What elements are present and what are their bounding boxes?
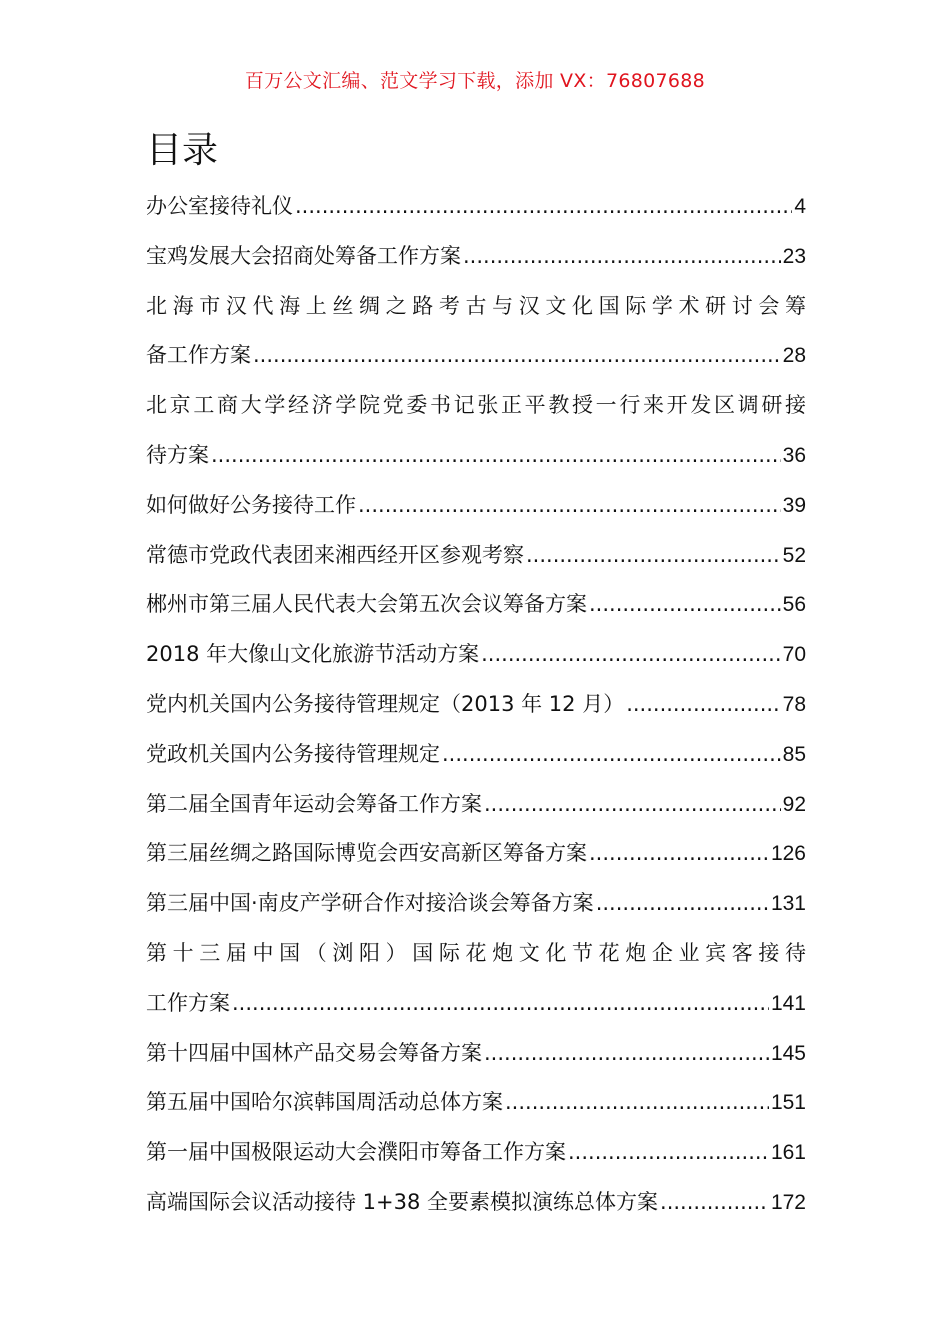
dot-leader bbox=[505, 1078, 769, 1128]
dot-leader bbox=[463, 232, 781, 282]
toc-entry-title: 待方案 bbox=[146, 442, 209, 467]
toc-entry[interactable] bbox=[146, 829, 806, 879]
dot-leader bbox=[626, 680, 780, 730]
toc-entry-title: 常德市党政代表团来湘西经开区参观考察 bbox=[146, 542, 524, 567]
toc-entry-line bbox=[146, 829, 806, 879]
toc-entry-title-first-line: 北京工商大学经济学院党委书记张正平教授一行来开发区调研接 bbox=[146, 393, 806, 418]
toc-entry-title: 办公室接待礼仪 bbox=[146, 194, 293, 218]
toc-entry-title: 高端国际会议活动接待 1+38 全要素模拟演练总体方案 bbox=[146, 1189, 659, 1214]
toc-entry-line bbox=[146, 1029, 806, 1079]
toc-entry[interactable] bbox=[146, 879, 806, 929]
toc-entry[interactable] bbox=[146, 630, 806, 680]
toc-entry-line bbox=[146, 630, 806, 680]
dot-leader bbox=[232, 979, 769, 1029]
toc-entry-page-number: 161 bbox=[770, 1141, 806, 1165]
toc-entry-line bbox=[146, 979, 806, 1029]
toc-entry[interactable] bbox=[146, 182, 806, 232]
toc-entry-page-number: 151 bbox=[770, 1091, 806, 1115]
toc-entry-page-number: 23 bbox=[782, 244, 806, 268]
toc-entry-page-number: 131 bbox=[770, 892, 806, 916]
toc-entry-title: 第一届中国极限运动大会濮阳市筹备工作方案 bbox=[146, 1140, 566, 1165]
toc-entry-page-number: 36 bbox=[782, 443, 806, 467]
dot-leader bbox=[358, 481, 781, 531]
toc-entry-page-number: 39 bbox=[782, 493, 806, 517]
dot-leader bbox=[484, 780, 781, 830]
toc-entry[interactable] bbox=[146, 481, 806, 531]
dot-leader bbox=[253, 331, 781, 381]
dot-leader bbox=[589, 829, 769, 879]
toc-entry-title: 2018 年大像山文化旅游节活动方案 bbox=[146, 642, 480, 667]
toc-entry-title: 党政机关国内公务接待管理规定 bbox=[146, 741, 440, 766]
toc-entry-title: 第二届全国青年运动会筹备工作方案 bbox=[146, 791, 482, 816]
toc-entry-line bbox=[146, 680, 806, 730]
toc-entry-page-number: 126 bbox=[770, 842, 806, 866]
toc-entry-page-number: 85 bbox=[782, 742, 806, 766]
toc-entry-title: 党内机关国内公务接待管理规定（2013 年 12 月） bbox=[146, 691, 625, 716]
toc-entry-title: 郴州市第三届人民代表大会第五次会议筹备方案 bbox=[146, 592, 587, 617]
toc-entry-title: 第十四届中国林产品交易会筹备方案 bbox=[146, 1040, 482, 1065]
toc-entry-line bbox=[146, 232, 806, 282]
dot-leader bbox=[211, 431, 781, 481]
toc-entry-page-number: 52 bbox=[782, 543, 806, 567]
toc-entry-title: 工作方案 bbox=[146, 990, 230, 1015]
toc-entry-line bbox=[146, 431, 806, 481]
toc-entry-page-number: 28 bbox=[782, 344, 806, 368]
dot-leader bbox=[442, 730, 781, 780]
dot-leader bbox=[596, 879, 769, 929]
toc-entry-title-first-line: 第十三届中国（浏阳）国际花炮文化节花炮企业宾客接待 bbox=[146, 940, 806, 965]
toc-entry[interactable] bbox=[146, 1178, 806, 1228]
toc-entry-line bbox=[146, 331, 806, 381]
toc-entry-line bbox=[146, 1128, 806, 1178]
toc-entry-title: 第三届丝绸之路国际博览会西安高新区筹备方案 bbox=[146, 841, 587, 866]
toc-entry-line bbox=[146, 1078, 806, 1128]
toc-entry[interactable] bbox=[146, 780, 806, 830]
toc-entry-page-number: 145 bbox=[770, 1041, 806, 1065]
toc-entry[interactable] bbox=[146, 1128, 806, 1178]
toc-entry-title: 宝鸡发展大会招商处筹备工作方案 bbox=[146, 243, 461, 268]
dot-leader bbox=[589, 580, 781, 630]
toc-entry-page-number: 172 bbox=[770, 1190, 806, 1214]
toc-entry[interactable] bbox=[146, 1029, 806, 1079]
toc-entry[interactable] bbox=[146, 1078, 806, 1128]
toc-entry-line bbox=[146, 182, 806, 232]
toc-title: 目录 bbox=[146, 130, 219, 171]
dot-leader bbox=[484, 1029, 769, 1079]
table-of-contents bbox=[146, 182, 806, 1228]
toc-entry-title: 第三届中国·南皮产学研合作对接洽谈会筹备方案 bbox=[146, 891, 594, 916]
toc-entry-line bbox=[146, 780, 806, 830]
toc-entry[interactable] bbox=[146, 929, 806, 1029]
toc-entry-line bbox=[146, 1178, 806, 1228]
dot-leader bbox=[295, 182, 792, 232]
toc-entry-page-number: 4 bbox=[794, 195, 806, 218]
toc-entry[interactable] bbox=[146, 531, 806, 581]
dot-leader bbox=[568, 1128, 769, 1178]
toc-entry-line bbox=[146, 730, 806, 780]
toc-entry-line bbox=[146, 879, 806, 929]
dot-leader bbox=[481, 630, 781, 680]
dot-leader bbox=[660, 1178, 769, 1228]
toc-entry-title: 第五届中国哈尔滨韩国周活动总体方案 bbox=[146, 1090, 503, 1115]
toc-entry[interactable] bbox=[146, 381, 806, 481]
dot-leader bbox=[526, 531, 781, 581]
toc-entry-title-first-line: 北海市汉代海上丝绸之路考古与汉文化国际学术研讨会筹 bbox=[146, 293, 806, 318]
header-banner: 百万公文汇编、范文学习下载，添加 VX：76807688 bbox=[244, 70, 706, 92]
toc-entry-title: 如何做好公务接待工作 bbox=[146, 492, 356, 517]
toc-entry-line bbox=[146, 531, 806, 581]
toc-entry[interactable] bbox=[146, 232, 806, 282]
toc-entry-page-number: 70 bbox=[782, 643, 806, 667]
toc-entry-page-number: 141 bbox=[770, 991, 806, 1015]
toc-entry[interactable] bbox=[146, 282, 806, 382]
toc-entry[interactable] bbox=[146, 580, 806, 630]
toc-entry-page-number: 92 bbox=[782, 792, 806, 816]
toc-entry-line bbox=[146, 580, 806, 630]
toc-entry-title: 备工作方案 bbox=[146, 343, 251, 368]
toc-entry-page-number: 78 bbox=[782, 692, 806, 716]
toc-entry[interactable] bbox=[146, 680, 806, 730]
toc-entry-page-number: 56 bbox=[782, 593, 806, 617]
toc-entry[interactable] bbox=[146, 730, 806, 780]
toc-entry-line bbox=[146, 481, 806, 531]
